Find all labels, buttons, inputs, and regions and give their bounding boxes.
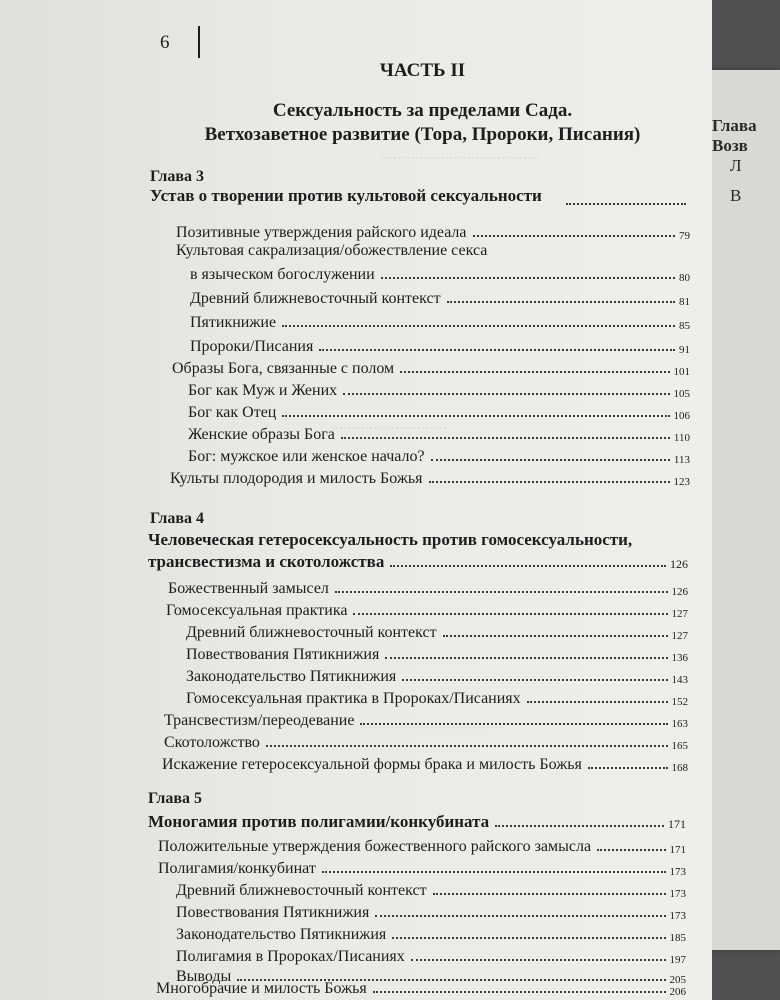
toc-entry: Позитивные утверждения райского идеала 79 <box>176 224 690 242</box>
toc-entry: Трансвестизм/переодевание 163 <box>164 712 688 730</box>
toc-leader <box>560 190 690 210</box>
toc-entry: Законодательство Пятикнижия 185 <box>176 926 686 944</box>
facing-page-line: В <box>730 186 742 205</box>
toc-entry: Женские образы Бога 110 <box>188 426 690 444</box>
toc-entry: Образы Бога, связанные с полом 101 <box>172 360 690 378</box>
toc-entry: Культы плодородия и милость Божья 123 <box>170 470 690 488</box>
facing-page-line: Глава <box>712 116 757 135</box>
toc-entry: Гомосексуальная практика 127 <box>166 602 688 620</box>
toc-entry: Древний ближневосточный контекст 173 <box>176 882 686 900</box>
bleed-through: ··························· <box>330 420 447 435</box>
facing-page <box>700 70 780 950</box>
section-title: Сексуальность за пределами Сада. <box>272 100 573 121</box>
facing-page-line: Возв <box>712 136 748 155</box>
toc-entry: Древний ближневосточный контекст 127 <box>186 624 688 642</box>
toc-entry: Выводы 205 <box>176 968 686 986</box>
chapter-title: Моногамия против полигамии/конкубината 171 <box>148 812 686 831</box>
toc-entry: Искажение гетеросексуальной формы брака и милость Божья 168 <box>162 756 688 774</box>
toc-entry: Повествования Пятикнижия 173 <box>176 904 686 922</box>
chapter-title: трансвестизма и скотоложства 126 <box>148 552 688 571</box>
toc-entry: Многобрачие и милость Божья 206 <box>156 980 686 998</box>
bleed-through: ····································· <box>380 150 541 165</box>
toc-entry: Культовая сакрализация/обожествление секса <box>176 242 488 259</box>
chapter-label: Глава 3 <box>150 168 204 185</box>
section-title: Ветхозаветное развитие (Тора, Пророки, Писания) <box>204 124 641 145</box>
page-number: 6 <box>160 32 170 53</box>
toc-entry: Положительные утверждения божественного райского замысла 171 <box>158 838 686 856</box>
chapter-title: Человеческая гетеросексуальность против гомосексуальности, <box>148 530 633 549</box>
bleed-through: ································· <box>360 720 503 735</box>
part-title: ЧАСТЬ II <box>379 60 466 81</box>
toc-entry: Повествования Пятикнижия 136 <box>186 646 688 664</box>
toc-entry: в языческом богослужении 80 <box>190 266 690 284</box>
chapter-label: Глава 4 <box>150 510 204 527</box>
toc-entry: Бог как Муж и Жених 105 <box>188 382 690 400</box>
toc-entry: Бог как Отец 106 <box>188 404 690 422</box>
toc-entry: Полигамия в Пророках/Писаниях 197 <box>176 948 686 966</box>
chapter-label: Глава 5 <box>148 790 202 807</box>
folio-rule <box>198 26 200 58</box>
toc-entry: Пятикнижие 85 <box>190 314 690 332</box>
toc-entry: Скотоложство 165 <box>164 734 688 752</box>
toc-entry: Древний ближневосточный контекст 81 <box>190 290 690 308</box>
chapter-title: Устав о творении против культовой сексуальности <box>150 186 542 205</box>
toc-entry: Законодательство Пятикнижия 143 <box>186 668 688 686</box>
toc-entry: Гомосексуальная практика в Пророках/Писаниях 152 <box>186 690 688 708</box>
facing-page-line: Л <box>730 156 742 175</box>
toc-entry: Бог: мужское или женское начало? 113 <box>188 448 690 466</box>
toc-entry: Полигамия/конкубинат 173 <box>158 860 686 878</box>
toc-entry: Божественный замысел 126 <box>168 580 688 598</box>
toc-entry: Пророки/Писания 91 <box>190 338 690 356</box>
